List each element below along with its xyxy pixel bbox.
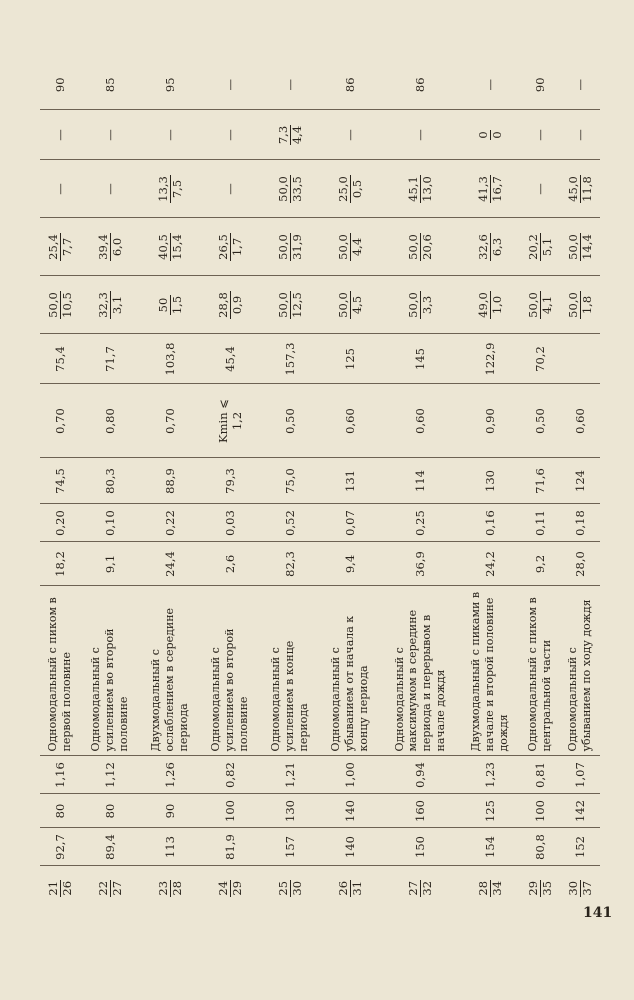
fraction-denominator: 16,7 [489, 176, 504, 202]
table-row [320, 60, 380, 910]
cell-c6: 24,4 [140, 542, 200, 586]
cell-description: Одномодальный с усилением во второй половине [200, 586, 260, 756]
cell-description: Одномодальный с пиком в центральной части [520, 586, 560, 756]
fraction [97, 291, 123, 319]
cell-frac-4 [460, 110, 520, 160]
fraction-denominator: 3,3 [419, 295, 434, 315]
fraction [407, 880, 433, 897]
cell-frac-3: — [80, 160, 140, 218]
cell-frac-4: — [200, 110, 260, 160]
cell-c9: 0,80 [80, 384, 140, 458]
cell-c7: 0,03 [200, 504, 260, 542]
fraction-denominator: 7,7 [59, 237, 74, 257]
fraction [217, 880, 243, 897]
fraction-denominator: 1,0 [489, 295, 504, 315]
cell-c15: 85 [80, 60, 140, 110]
cell-total: 152 [560, 828, 600, 866]
cell-total: 157 [260, 828, 320, 866]
fraction-numerator: 30 [565, 880, 580, 896]
cell-frac-2 [260, 218, 320, 276]
cell-frac-4: — [40, 110, 80, 160]
cell-c10: 125 [320, 334, 380, 384]
cell-c9: 0,60 [380, 384, 460, 458]
cell-ratio: 1,23 [460, 756, 520, 794]
fraction [477, 880, 503, 897]
fraction-denominator: 26 [59, 880, 74, 896]
cell-c8: 74,5 [40, 458, 80, 504]
fraction-numerator: 50,0 [525, 292, 540, 318]
cell-c15: 86 [320, 60, 380, 110]
fraction-denominator: 37 [579, 880, 594, 896]
cell-frac-2 [320, 218, 380, 276]
fraction [277, 291, 303, 319]
rain-ids [380, 866, 460, 910]
fraction-numerator: 50,0 [275, 234, 290, 260]
fraction [47, 233, 73, 261]
cell-frac-2 [460, 218, 520, 276]
fraction-numerator: 21 [45, 880, 60, 896]
cell-frac-3 [380, 160, 460, 218]
fraction-denominator: 0 [489, 131, 504, 139]
fraction-numerator: 29 [525, 880, 540, 896]
fraction-numerator: 50,0 [565, 292, 580, 318]
table-row [80, 60, 140, 910]
cell-duration: 140 [320, 794, 380, 828]
fraction-numerator: 25,0 [335, 176, 350, 202]
cell-c7: 0,16 [460, 504, 520, 542]
fraction-denominator: 5,1 [539, 237, 554, 257]
fraction [47, 880, 73, 897]
cell-frac-3: — [200, 160, 260, 218]
fraction-denominator: 6,0 [109, 237, 124, 257]
fraction-numerator: 20,2 [525, 234, 540, 260]
cell-frac-4: — [380, 110, 460, 160]
rotated-data-table [40, 60, 600, 910]
fraction-denominator: 10,5 [59, 292, 74, 318]
table-row [40, 60, 80, 910]
cell-c8: 71,6 [520, 458, 560, 504]
fraction-numerator: 50,0 [45, 292, 60, 318]
fraction [527, 233, 553, 261]
fraction-numerator: 50 [157, 295, 171, 315]
fraction-denominator: 3,1 [109, 295, 124, 315]
cell-frac-2 [520, 218, 560, 276]
cell-c10: 103,8 [140, 334, 200, 384]
table-row [380, 60, 460, 910]
fraction [277, 125, 303, 145]
cell-c8: 130 [460, 458, 520, 504]
fraction-numerator: 50,0 [275, 176, 290, 202]
table-row [200, 60, 260, 910]
fraction-numerator: 26 [335, 880, 350, 896]
fraction-denominator: 31 [349, 880, 364, 896]
fraction-denominator: 28 [169, 880, 184, 896]
cell-frac-3 [560, 160, 600, 218]
fraction-numerator: 45,1 [405, 176, 420, 202]
fraction-denominator: 12,5 [289, 292, 304, 318]
cell-ratio: 1,07 [560, 756, 600, 794]
fraction [477, 233, 503, 261]
fraction-denominator: 15,4 [169, 234, 184, 260]
cell-frac-3 [320, 160, 380, 218]
cell-description: Одномодальный с убыванием от начала к концу периода [320, 586, 380, 756]
cell-c6: 28,0 [560, 542, 600, 586]
cell-c7: 0,20 [40, 504, 80, 542]
cell-c15: — [260, 60, 320, 110]
fraction [337, 175, 363, 203]
cell-c10: 71,7 [80, 334, 140, 384]
fraction-numerator: 50,0 [405, 234, 420, 260]
table-row [260, 60, 320, 910]
cell-duration: 100 [200, 794, 260, 828]
rain-ids [560, 866, 600, 910]
cell-duration: 142 [560, 794, 600, 828]
cell-c6: 82,3 [260, 542, 320, 586]
rain-ids [200, 866, 260, 910]
fraction [407, 175, 433, 203]
table-row [520, 60, 560, 910]
fraction-numerator: 50,0 [335, 234, 350, 260]
cell-c9: 0,50 [520, 384, 560, 458]
fraction [277, 880, 303, 897]
fraction-numerator: 28 [475, 880, 490, 896]
cell-frac-4 [260, 110, 320, 160]
rain-ids [320, 866, 380, 910]
cell-c10 [560, 334, 600, 384]
fraction [277, 233, 303, 261]
cell-frac-2 [560, 218, 600, 276]
cell-frac-4: — [140, 110, 200, 160]
fraction [407, 233, 433, 261]
fraction [337, 233, 363, 261]
fraction [157, 233, 183, 261]
rain-ids [140, 866, 200, 910]
cell-frac-1 [80, 276, 140, 334]
cell-duration: 125 [460, 794, 520, 828]
cell-c7: 0,52 [260, 504, 320, 542]
cell-duration: 80 [80, 794, 140, 828]
fraction-denominator: 30 [289, 880, 304, 896]
cell-frac-4: — [520, 110, 560, 160]
cell-total: 89,4 [80, 828, 140, 866]
cell-description: Двухмодальный с ослаблением в середине периода [140, 586, 200, 756]
fraction-numerator: 25,4 [45, 234, 60, 260]
fraction [567, 291, 593, 319]
cell-description: Одномодальный с максимумом в середине периода и перерывом в начале дождя [380, 586, 460, 756]
cell-ratio: 0,94 [380, 756, 460, 794]
cell-ratio: 1,26 [140, 756, 200, 794]
fraction [217, 233, 243, 261]
cell-ratio: 1,12 [80, 756, 140, 794]
cell-c15: — [200, 60, 260, 110]
cell-c9: 0,70 [40, 384, 80, 458]
cell-frac-3 [460, 160, 520, 218]
cell-c6: 36,9 [380, 542, 460, 586]
cell-c9: 0,60 [320, 384, 380, 458]
fraction [337, 880, 363, 897]
fraction-denominator: 4,4 [289, 125, 304, 145]
fraction-denominator: 33,5 [289, 176, 304, 202]
fraction-numerator: 13,3 [155, 176, 170, 202]
cell-c9: Kmin ⩽ 1,2 [200, 384, 260, 458]
cell-c9: 0,70 [140, 384, 200, 458]
fraction-denominator: 11,8 [579, 176, 594, 202]
fraction-numerator: 0 [475, 131, 490, 139]
cell-frac-2 [380, 218, 460, 276]
cell-frac-2 [200, 218, 260, 276]
cell-total: 81,9 [200, 828, 260, 866]
fraction-denominator: 32 [419, 880, 434, 896]
rain-ids [460, 866, 520, 910]
cell-frac-4: — [80, 110, 140, 160]
cell-description: Одномодальный с усилением во второй половине [80, 586, 140, 756]
fraction-denominator: 4,5 [349, 295, 364, 315]
fraction-denominator: 13,0 [419, 176, 434, 202]
cell-frac-1 [200, 276, 260, 334]
cell-frac-1 [380, 276, 460, 334]
fraction-numerator: 26,5 [215, 234, 230, 260]
cell-total: 154 [460, 828, 520, 866]
cell-c9: 0,50 [260, 384, 320, 458]
rain-ids [520, 866, 560, 910]
cell-frac-1 [320, 276, 380, 334]
fraction-numerator: 50,0 [565, 234, 580, 260]
fraction-numerator: 45,0 [565, 176, 580, 202]
fraction-numerator: 49,0 [475, 292, 490, 318]
cell-description: Одномодальный с усилением в конце периода [260, 586, 320, 756]
fraction-numerator: 24 [215, 880, 230, 896]
cell-c10: 145 [380, 334, 460, 384]
fraction-numerator: 23 [155, 880, 170, 896]
fraction [567, 175, 593, 203]
table-row [460, 60, 520, 910]
cell-c15: 86 [380, 60, 460, 110]
fraction [97, 880, 123, 897]
rain-ids [40, 866, 80, 910]
fraction [337, 291, 363, 319]
cell-total: 92,7 [40, 828, 80, 866]
fraction-numerator: 28,8 [215, 292, 230, 318]
cell-c10: 45,4 [200, 334, 260, 384]
fraction-denominator: 4,1 [539, 295, 554, 315]
cell-frac-3: — [520, 160, 560, 218]
table-row [560, 60, 600, 910]
cell-c6: 9,4 [320, 542, 380, 586]
fraction [217, 291, 243, 319]
cell-c10: 122,9 [460, 334, 520, 384]
fraction-denominator: 29 [229, 880, 244, 896]
cell-c7: 0,10 [80, 504, 140, 542]
cell-frac-2 [80, 218, 140, 276]
fraction-denominator: 14,4 [579, 234, 594, 260]
fraction-numerator: 41,3 [475, 176, 490, 202]
cell-c9: 0,90 [460, 384, 520, 458]
cell-c15: 90 [40, 60, 80, 110]
fraction-denominator: 6,3 [489, 237, 504, 257]
cell-c6: 18,2 [40, 542, 80, 586]
fraction-numerator: 25 [275, 880, 290, 896]
cell-c7: 0,07 [320, 504, 380, 542]
cell-duration: 80 [40, 794, 80, 828]
cell-c15: — [560, 60, 600, 110]
rainfall-table [40, 60, 600, 910]
fraction-numerator: 27 [405, 880, 420, 896]
cell-total: 113 [140, 828, 200, 866]
cell-c8: 131 [320, 458, 380, 504]
fraction [157, 880, 183, 897]
cell-frac-4: — [560, 110, 600, 160]
fraction-denominator: 0,9 [229, 295, 244, 315]
fraction-numerator: 50,0 [335, 292, 350, 318]
cell-c15: 95 [140, 60, 200, 110]
cell-c15: — [460, 60, 520, 110]
cell-ratio: 1,16 [40, 756, 80, 794]
fraction-denominator: 31,9 [289, 234, 304, 260]
cell-c7: 0,25 [380, 504, 460, 542]
cell-duration: 130 [260, 794, 320, 828]
cell-frac-3: — [40, 160, 80, 218]
cell-ratio: 1,21 [260, 756, 320, 794]
fraction-numerator: 50,0 [405, 292, 420, 318]
fraction-denominator: 4,4 [349, 237, 364, 257]
fraction [407, 291, 433, 319]
cell-c10: 75,4 [40, 334, 80, 384]
cell-frac-3 [140, 160, 200, 218]
cell-c15: 90 [520, 60, 560, 110]
cell-c8: 88,9 [140, 458, 200, 504]
fraction-denominator: 0,5 [349, 179, 364, 199]
cell-c10: 70,2 [520, 334, 560, 384]
fraction [567, 880, 593, 897]
cell-ratio: 1,00 [320, 756, 380, 794]
cell-frac-2 [140, 218, 200, 276]
cell-frac-1 [140, 276, 200, 334]
rain-ids [80, 866, 140, 910]
table-row [140, 60, 200, 910]
cell-c7: 0,11 [520, 504, 560, 542]
cell-c8: 124 [560, 458, 600, 504]
cell-total: 150 [380, 828, 460, 866]
cell-frac-1 [520, 276, 560, 334]
fraction-numerator: 7,3 [275, 125, 290, 145]
cell-frac-3 [260, 160, 320, 218]
fraction-denominator: 34 [489, 880, 504, 896]
fraction [157, 175, 183, 203]
cell-c8: 114 [380, 458, 460, 504]
cell-c10: 157,3 [260, 334, 320, 384]
fraction [157, 295, 183, 315]
fraction [277, 175, 303, 203]
fraction [477, 291, 503, 319]
fraction-numerator: 22 [95, 880, 110, 896]
cell-c9: 0,60 [560, 384, 600, 458]
rain-ids [260, 866, 320, 910]
fraction-denominator: 20,6 [419, 234, 434, 260]
cell-duration: 100 [520, 794, 560, 828]
cell-frac-1 [560, 276, 600, 334]
fraction-denominator: 1,7 [229, 237, 244, 257]
fraction [527, 291, 553, 319]
fraction-numerator: 40,5 [155, 234, 170, 260]
fraction [97, 233, 123, 261]
fraction-numerator: 39,4 [95, 234, 110, 260]
cell-ratio: 0,82 [200, 756, 260, 794]
cell-description: Одномодальный с убыванием по ходу дождя [560, 586, 600, 756]
fraction [527, 880, 553, 897]
cell-total: 140 [320, 828, 380, 866]
fraction-numerator: 32,3 [95, 292, 110, 318]
fraction-denominator: 1,5 [169, 295, 184, 315]
fraction-numerator: 32,6 [475, 234, 490, 260]
fraction [477, 175, 503, 203]
cell-total: 80,8 [520, 828, 560, 866]
fraction-denominator: 7,5 [169, 179, 184, 199]
cell-frac-1 [260, 276, 320, 334]
cell-frac-4: — [320, 110, 380, 160]
fraction [477, 130, 503, 139]
cell-description: Двухмодальный с пиками в начале и второй половине дождя [460, 586, 520, 756]
cell-c8: 79,3 [200, 458, 260, 504]
cell-frac-2 [40, 218, 80, 276]
page-number: 141 [583, 905, 613, 921]
cell-duration: 90 [140, 794, 200, 828]
cell-ratio: 0,81 [520, 756, 560, 794]
cell-c6: 9,1 [80, 542, 140, 586]
cell-duration: 160 [380, 794, 460, 828]
cell-description: Одномодальный с пиком в первой половине [40, 586, 80, 756]
cell-c7: 0,18 [560, 504, 600, 542]
fraction [47, 291, 73, 319]
cell-c6: 9,2 [520, 542, 560, 586]
fraction-denominator: 35 [539, 880, 554, 896]
cell-frac-1 [40, 276, 80, 334]
cell-c8: 75,0 [260, 458, 320, 504]
cell-c6: 2,6 [200, 542, 260, 586]
fraction-numerator: 50,0 [275, 292, 290, 318]
cell-c6: 24,2 [460, 542, 520, 586]
cell-c8: 80,3 [80, 458, 140, 504]
fraction-denominator: 1,8 [579, 295, 594, 315]
fraction [567, 233, 593, 261]
cell-frac-1 [460, 276, 520, 334]
cell-c7: 0,22 [140, 504, 200, 542]
fraction-denominator: 27 [109, 880, 124, 896]
